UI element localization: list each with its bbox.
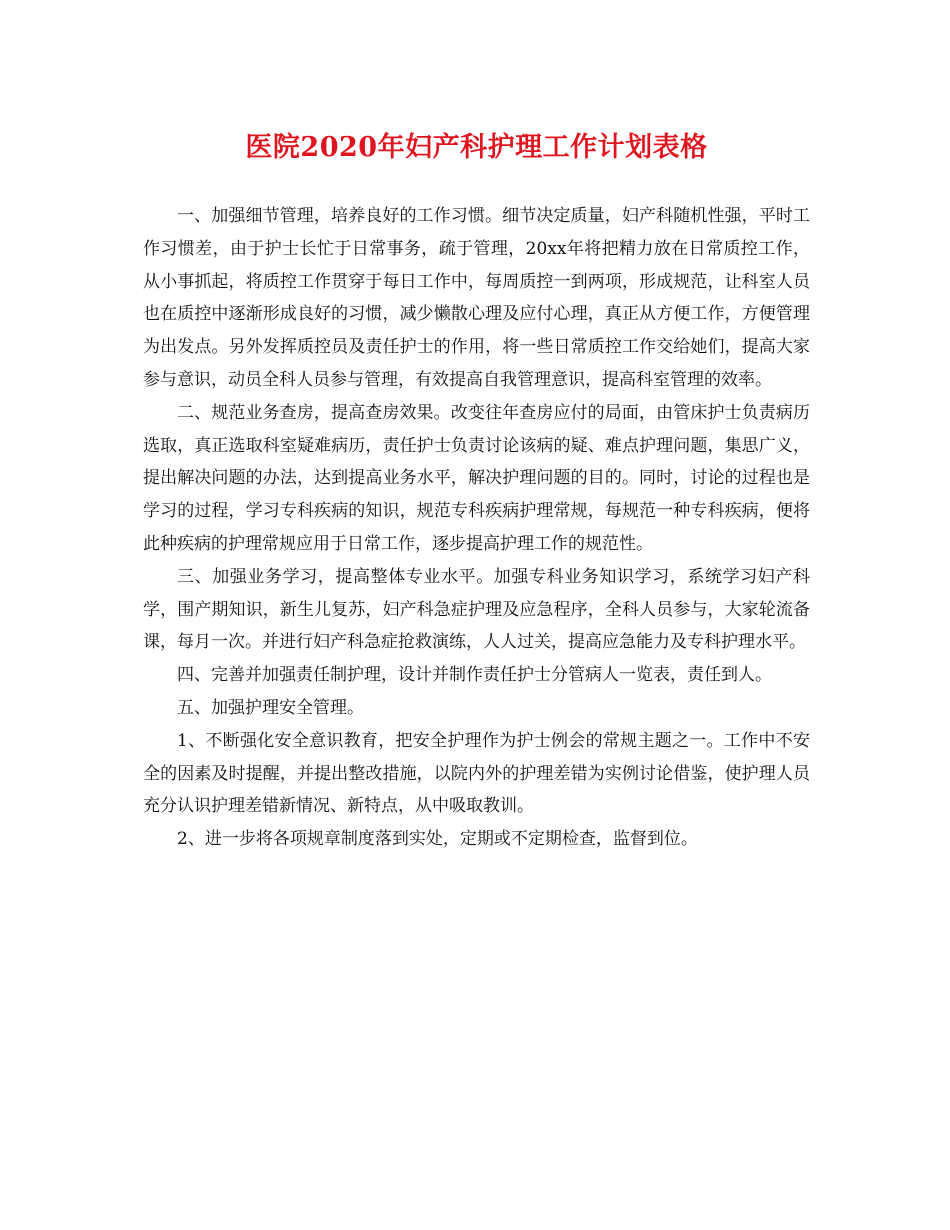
- paragraph-5: 五、加强护理安全管理。: [177, 697, 364, 718]
- paragraph-2: 二、规范业务查房，提高查房效果。改变往年查房应付的局面，由管床护士负责病历选取，真正选取科室疑难病历，责任护士负责讨论该病的疑、难点护理问题，集思广义，提出解决问题的办法，达到提高业务水平，解决护理问题的目的。同时，讨论的过程也是学习的过程，学习专科疾病的知识，规范专科疾病护理常规，每规范一种专科疾病，便将此种疾病的护理常规应用于日常工作，逐步提高护理工作的规范性。: [143, 402, 810, 554]
- paragraph-7: 2、进一步将各项规章制度落到实处，定期或不定期检查，监督到位。: [177, 829, 698, 850]
- paragraph-3: 三、加强业务学习，提高整体专业水平。加强专科业务知识学习，系统学习妇产科学，围产期知识，新生儿复苏，妇产科急症护理及应急程序，全科人员参与，大家轮流备课，每月一次。并进行妇产科急症抢救演练，人人过关，提高应急能力及专科护理水平。: [143, 566, 810, 653]
- paragraph-6: 1、不断强化安全意识教育，把安全护理作为护士例会的常规主题之一。工作中不安全的因素及时提醒，并提出整改措施，以院内外的护理差错为实例讨论借鉴，使护理人员充分认识护理差错新情况、新特点，从中吸取教训。: [143, 730, 810, 817]
- paragraph-1: 一、加强细节管理，培养良好的工作习惯。细节决定质量，妇产科随机性强，平时工作习惯差，由于护士长忙于日常事务，疏于管理，20xx年将把精力放在日常质控工作，从小事抓起，将质控工作贯穿于每日工作中，每周质控一到两项，形成规范，让科室人员也在质控中逐渐形成良好的习惯，减少懒散心理及应付心理，真正从方便工作，方便管理为出发点。另外发挥质控员及责任护士的作用，将一些日常质控工作交给她们，提高大家参与意识，动员全科人员参与管理，有效提高自我管理意识，提高科室管理的效率。: [143, 206, 810, 390]
- paragraph-4: 四、完善并加强责任制护理，设计并制作责任护士分管病人一览表，责任到人。: [177, 665, 772, 686]
- document-body: [143, 200, 810, 856]
- document-title: 医院2020年妇产科护理工作计划表格: [245, 132, 708, 163]
